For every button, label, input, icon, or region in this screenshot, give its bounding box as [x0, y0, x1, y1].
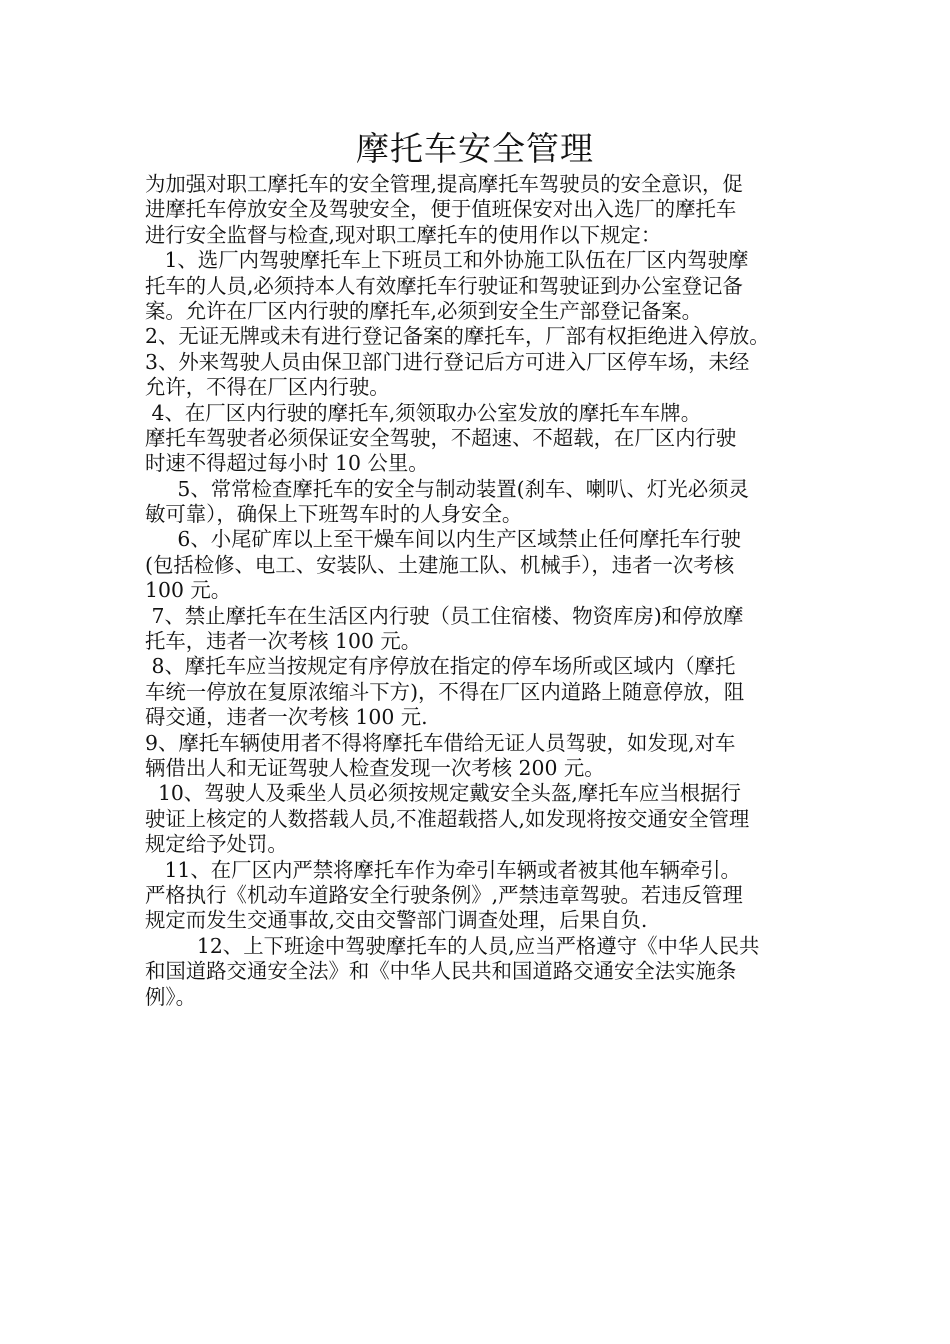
body-line: (包括检修、电工、安装队、土建施工队、机械手），违者一次考核: [145, 552, 735, 577]
body-line: 规定给予处罚。: [145, 832, 288, 857]
body-line: 车统一停放在复原浓缩斗下方)，不得在厂区内道路上随意停放，阻: [145, 679, 745, 704]
body-line: 100 元。: [145, 578, 232, 603]
document-title: 摩托车安全管理: [356, 129, 594, 168]
body-line: 进摩托车停放安全及驾驶安全，便于值班保安对出入选厂的摩托车: [145, 197, 737, 222]
body-line: 规定而发生交通事故,交由交警部门调查处理，后果自负.: [145, 908, 648, 933]
body-line: 托车的人员,必须持本人有效摩托车行驶证和驾驶证到办公室登记备: [145, 273, 743, 298]
body-line: 碍交通，违者一次考核 100 元.: [145, 705, 428, 730]
body-line: 5、常常检查摩托车的安全与制动装置(刹车、喇叭、灯光必须灵: [145, 476, 749, 501]
body-line: 辆借出人和无证驾驶人检查发现一次考核 200 元。: [145, 755, 605, 780]
body-line: 托车，违者一次考核 100 元。: [145, 629, 422, 654]
body-line: 驶证上核定的人数搭载人员,不准超载搭人,如发现将按交通安全管理: [145, 806, 750, 831]
body-line: 允许，不得在厂区内行驶。: [145, 375, 390, 400]
body-line: 6、小尾矿库以上至干燥车间以内生产区域禁止任何摩托车行驶: [145, 527, 741, 552]
body-line: 进行安全监督与检查,现对职工摩托车的使用作以下规定：: [145, 222, 662, 247]
body-line: 摩托车驾驶者必须保证安全驾驶，不超速、不超载，在厂区内行驶: [145, 425, 737, 450]
body-line: 11、在厂区内严禁将摩托车作为牵引车辆或者被其他车辆牵引。: [145, 857, 741, 882]
body-line: 7、禁止摩托车在生活区内行驶（员工住宿楼、物资库房)和停放摩: [145, 603, 744, 628]
body-line: 12、上下班途中驾驶摩托车的人员,应当严格遵守《中华人民共: [145, 933, 760, 958]
body-line: 4、在厂区内行驶的摩托车,须领取办公室发放的摩托车车牌。: [145, 400, 702, 425]
body-line: 时速不得超过每小时 10 公里。: [145, 451, 429, 476]
body-line: 案。允许在厂区内行驶的摩托车,必须到安全生产部登记备案。: [145, 298, 703, 323]
body-line: 8、摩托车应当按规定有序停放在指定的停车场所或区域内（摩托: [145, 654, 736, 679]
body-line: 2、无证无牌或未有进行登记备案的摩托车，厂部有权拒绝进入停放。: [145, 324, 770, 349]
body-line: 3、外来驾驶人员由保卫部门进行登记后方可进入厂区停车场，未经: [145, 349, 750, 374]
body-line: 严格执行《机动车道路安全行驶条例》,严禁违章驾驶。若违反管理: [145, 882, 743, 907]
body-line: 9、摩托车辆使用者不得将摩托车借给无证人员驾驶，如发现,对车: [145, 730, 736, 755]
body-line: 敏可靠），确保上下班驾车时的人身安全。: [145, 502, 523, 527]
body-line: 和国道路交通安全法》和《中华人民共和国道路交通安全法实施条: [145, 959, 737, 984]
body-line: 为加强对职工摩托车的安全管理,提高摩托车驾驶员的安全意识，促: [145, 172, 743, 196]
document-body: [145, 172, 817, 1010]
body-line: 1、选厂内驾驶摩托车上下班员工和外协施工队伍在厂区内驾驶摩: [145, 248, 749, 273]
body-line: 例》。: [145, 984, 196, 1009]
body-line: 10、驾驶人及乘坐人员必须按规定戴安全头盔,摩托车应当根据行: [145, 781, 741, 806]
